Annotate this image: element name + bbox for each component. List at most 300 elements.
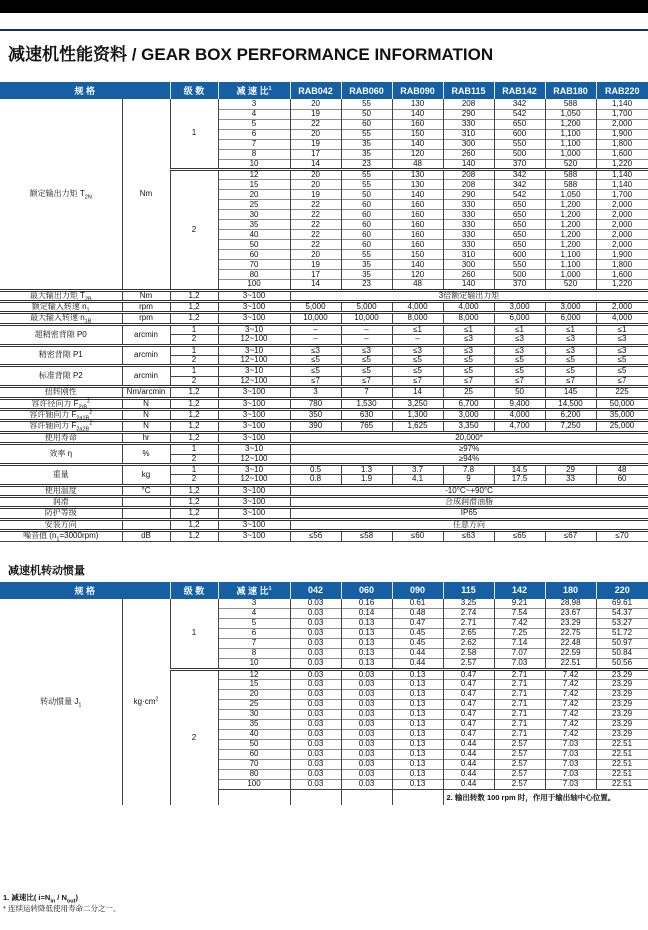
table-cell: ≤7: [494, 376, 545, 386]
table-cell: 22.51: [596, 769, 648, 779]
table-cell: 130: [392, 180, 443, 190]
table-cell: 22: [290, 230, 341, 240]
table-cell: 30: [218, 709, 290, 719]
table-cell: 300: [443, 139, 494, 149]
table-cell: 550: [494, 260, 545, 270]
table-cell: 70: [218, 759, 290, 769]
spec-label-cell: 额定输入转速 $n_1$: [0, 302, 122, 313]
table-cell: 55: [341, 99, 392, 109]
table-cell: 2.57: [443, 659, 494, 669]
table-cell: ≤3: [443, 335, 494, 345]
table-cell: 0.45: [392, 639, 443, 649]
table-cell: 0.03: [290, 629, 341, 639]
table-cell: 2.71: [494, 729, 545, 739]
table-cell: 260: [443, 270, 494, 280]
table-cell: 0.47: [443, 719, 494, 729]
table-cell: 20: [290, 250, 341, 260]
table-cell: 7.03: [545, 749, 596, 759]
table-cell: ≤5: [443, 356, 494, 366]
column-header: RAB090: [392, 82, 443, 99]
table-cell: 35: [341, 260, 392, 270]
table-cell: 1,900: [596, 250, 648, 260]
table-cell: 3~100: [218, 290, 290, 301]
table-cell: 2.58: [443, 649, 494, 659]
table-cell: 1,530: [341, 398, 392, 409]
table-cell: 130: [392, 169, 443, 179]
table-cell: 2.57: [494, 769, 545, 779]
column-header: 060: [341, 582, 392, 599]
table-cell: 3倍额定输出力矩: [290, 290, 648, 301]
table-cell: 0.13: [392, 719, 443, 729]
table-cell: 390: [290, 421, 341, 432]
page-title: 减速机性能资料 / GEAR BOX PERFORMANCE INFORMATION: [8, 45, 494, 64]
table-cell: 6,200: [545, 409, 596, 420]
table-cell: 0.13: [392, 699, 443, 709]
table-cell: 50,000: [596, 398, 648, 409]
spec-label-cell: 精密背隙 P1: [0, 345, 122, 366]
table-cell: 0.03: [341, 689, 392, 699]
table-cell: 50: [494, 387, 545, 398]
table-cell: 208: [443, 99, 494, 109]
table-cell: 1,220: [596, 159, 648, 169]
table-cell: 2: [170, 454, 218, 464]
table-cell: 0.03: [341, 699, 392, 709]
table-cell: ≤5: [341, 366, 392, 376]
table-cell: 4,000: [392, 302, 443, 313]
table-cell: Nm/arcmin: [122, 387, 170, 398]
table-cell: 2.65: [443, 629, 494, 639]
table-cell: 140: [392, 190, 443, 200]
header-accent-rule: [0, 29, 648, 31]
table-cell: 7.14: [494, 639, 545, 649]
table-cell: 542: [494, 109, 545, 119]
table-cell: 17: [290, 270, 341, 280]
table-cell: hr: [122, 432, 170, 443]
table-cell: [341, 789, 392, 805]
table-cell: 5,000: [341, 302, 392, 313]
table-cell: 48: [392, 280, 443, 290]
table-cell: 23: [341, 159, 392, 169]
table-cell: 0.13: [392, 749, 443, 759]
table-cell: ≤7: [290, 376, 341, 386]
table-cell: 50.97: [596, 639, 648, 649]
table-cell: 0.03: [341, 769, 392, 779]
spec-label-cell: 转动惯量 $J_1$: [40, 696, 82, 709]
footnotes: [3, 893, 121, 915]
table-cell: 0.03: [290, 649, 341, 659]
table-cell: 160: [392, 119, 443, 129]
table-cell: 1,200: [545, 220, 596, 230]
table-cell: 22: [290, 200, 341, 210]
table-cell: 6,000: [545, 313, 596, 324]
table-cell: [218, 789, 290, 805]
table-cell: –: [290, 324, 341, 334]
inertia-table: [0, 582, 648, 806]
table-cell: 7.03: [545, 739, 596, 749]
table-cell: 7: [341, 387, 392, 398]
table-cell: 520: [545, 159, 596, 169]
table-cell: 0.45: [392, 629, 443, 639]
table-cell: 9: [443, 475, 494, 485]
table-cell: 60: [341, 230, 392, 240]
table-cell: 20: [218, 190, 290, 200]
table-cell: ≥94%: [290, 454, 648, 464]
table-cell: ≤65: [494, 531, 545, 541]
table-cell: $kg\cdot cm^2$: [122, 599, 170, 806]
table-cell: kg: [122, 464, 170, 485]
table-cell: 60: [341, 210, 392, 220]
column-header: 042: [290, 582, 341, 599]
table-cell: 342: [494, 169, 545, 179]
table-cell: Nm: [122, 290, 170, 301]
table-cell: 2: [170, 669, 218, 805]
column-header: 级 数: [170, 82, 218, 99]
table-cell: 0.03: [341, 759, 392, 769]
table-cell: 3,250: [392, 398, 443, 409]
table-cell: 630: [341, 409, 392, 420]
column-header: 220: [596, 582, 648, 599]
column-header: RAB115: [443, 82, 494, 99]
table-cell: 5: [218, 119, 290, 129]
table-cell: 300: [443, 260, 494, 270]
table-cell: 12: [218, 169, 290, 179]
table-cell: 35: [341, 270, 392, 280]
table-cell: 19: [290, 190, 341, 200]
table-cell: 2,000: [596, 230, 648, 240]
table-cell: 60: [218, 250, 290, 260]
table-cell: 2,000: [596, 210, 648, 220]
table-cell: 0.47: [443, 699, 494, 709]
column-header: 减 速 比$^1$: [218, 82, 290, 99]
table-cell: 1,2: [170, 497, 218, 508]
performance-table-section: [0, 82, 648, 542]
table-cell: 22.48: [545, 639, 596, 649]
table-cell: 4: [218, 109, 290, 119]
table-cell: 55: [341, 250, 392, 260]
table-cell: 650: [494, 119, 545, 129]
table-cell: 310: [443, 250, 494, 260]
table-cell: 23.29: [596, 729, 648, 739]
table-cell: 0.13: [392, 669, 443, 679]
table-cell: 650: [494, 200, 545, 210]
table-cell: 3: [218, 99, 290, 109]
table-cell: 60: [596, 475, 648, 485]
table-cell: 542: [494, 190, 545, 200]
table-cell: 0.03: [290, 779, 341, 789]
table-cell: 1,140: [596, 169, 648, 179]
table-cell: [122, 497, 170, 508]
table-cell: ≤5: [494, 356, 545, 366]
table-cell: 6,000: [494, 313, 545, 324]
table-cell: 60: [341, 240, 392, 250]
table-cell: ≤7: [443, 376, 494, 386]
table-cell: 0.03: [290, 769, 341, 779]
table-cell: 22.51: [596, 759, 648, 769]
column-header: RAB042: [290, 82, 341, 99]
table-cell: 3~100: [218, 519, 290, 530]
table-cell: ≤5: [443, 366, 494, 376]
table-cell: 1,2: [170, 485, 218, 496]
table-cell: 1,140: [596, 99, 648, 109]
table-cell: 55: [341, 129, 392, 139]
table-cell: 2.57: [494, 759, 545, 769]
table-cell: 19: [290, 109, 341, 119]
table-cell: 2,000: [596, 240, 648, 250]
table-cell: 2.71: [443, 619, 494, 629]
table-cell: ≤3: [545, 335, 596, 345]
table-cell: 1,300: [392, 409, 443, 420]
spec-label-cell: 使用寿命: [0, 432, 122, 443]
spec-label-cell: 重量: [0, 464, 122, 485]
column-header: RAB180: [545, 82, 596, 99]
table-cell: 22: [290, 220, 341, 230]
table-cell: 290: [443, 190, 494, 200]
table-cell: ≤56: [290, 531, 341, 541]
table-cell: 12~100: [218, 454, 290, 464]
table-cell: 0.5: [290, 464, 341, 474]
table-cell: 0.03: [290, 689, 341, 699]
table-cell: Nm: [122, 99, 170, 290]
table-cell: 350: [290, 409, 341, 420]
table-cell: 1,2: [170, 302, 218, 313]
column-header: 规 格: [0, 582, 170, 599]
table-cell: 520: [545, 280, 596, 290]
table-cell: 120: [392, 270, 443, 280]
table-cell: 50: [218, 739, 290, 749]
table-cell: 2,000: [596, 220, 648, 230]
table-cell: ≤5: [392, 366, 443, 376]
table-cell: 54.37: [596, 609, 648, 619]
table-cell: 1.3: [341, 464, 392, 474]
table-cell: 60: [341, 200, 392, 210]
spec-label-cell: 使用温度: [0, 485, 122, 496]
table-cell: 0.03: [290, 639, 341, 649]
column-header: RAB220: [596, 82, 648, 99]
table-cell: ≤7: [341, 376, 392, 386]
table-cell: 1,050: [545, 109, 596, 119]
table-cell: 0.03: [341, 749, 392, 759]
table-cell: 2.74: [443, 609, 494, 619]
table-cell: 0.13: [341, 639, 392, 649]
table-cell: 208: [443, 169, 494, 179]
table-cell: ≤3: [596, 335, 648, 345]
table-cell: 3~100: [218, 497, 290, 508]
table-cell: 22: [290, 119, 341, 129]
table-cell: –: [392, 335, 443, 345]
table-cell: 2.71: [494, 679, 545, 689]
table-cell: 3~10: [218, 464, 290, 474]
table-cell: 0.03: [341, 719, 392, 729]
table-cell: 80: [218, 270, 290, 280]
table-cell: 7.42: [545, 709, 596, 719]
table-cell: rpm: [122, 313, 170, 324]
table-cell: –: [290, 335, 341, 345]
table-cell: –: [341, 324, 392, 334]
table-cell: 60: [341, 220, 392, 230]
table-cell: 1,100: [545, 260, 596, 270]
table-cell: 6: [218, 129, 290, 139]
table-cell: 500: [494, 149, 545, 159]
spec-label-cell: 效率 η: [0, 444, 122, 465]
table-cell: 2.71: [494, 689, 545, 699]
table-cell: 7: [218, 639, 290, 649]
table-cell: ≤3: [392, 345, 443, 355]
table-cell: 145: [545, 387, 596, 398]
table-cell: 588: [545, 180, 596, 190]
table-cell: 4,000: [494, 409, 545, 420]
table-cell: ≤3: [596, 345, 648, 355]
table-cell: 35: [341, 149, 392, 159]
table-cell: ≤63: [443, 531, 494, 541]
table-cell: 0.03: [341, 729, 392, 739]
spec-label-cell: 最大输出力矩 $T_{2B}$: [0, 290, 122, 301]
table-cell: 342: [494, 180, 545, 190]
table-cell: 22.75: [545, 629, 596, 639]
table-cell: 50: [341, 190, 392, 200]
table-cell: 3.25: [443, 599, 494, 609]
table-cell: 0.44: [443, 779, 494, 789]
table-cell: 4,000: [596, 313, 648, 324]
table-cell: 22.51: [596, 739, 648, 749]
table-cell: 8,000: [392, 313, 443, 324]
table-cell: rpm: [122, 302, 170, 313]
table-cell: 20,000*: [290, 432, 648, 443]
table-cell: 4: [218, 609, 290, 619]
table-cell: 330: [443, 200, 494, 210]
table-cell: ≤3: [443, 345, 494, 355]
table-cell: 7.03: [545, 779, 596, 789]
table-cell: 60: [341, 119, 392, 129]
table-cell: 160: [392, 210, 443, 220]
table-cell: 0.03: [290, 709, 341, 719]
table-cell: 2.57: [494, 749, 545, 759]
table-cell: 1,000: [545, 149, 596, 159]
table-cell: °C: [122, 485, 170, 496]
table-cell: 7.25: [494, 629, 545, 639]
table-cell: 任意方向: [290, 519, 648, 530]
column-header: 180: [545, 582, 596, 599]
table-cell: 50.56: [596, 659, 648, 669]
table-cell: 23.29: [596, 689, 648, 699]
table-cell: 19: [290, 260, 341, 270]
table-cell: 0.03: [290, 749, 341, 759]
table-cell: 330: [443, 240, 494, 250]
table-cell: 35,000: [596, 409, 648, 420]
table-cell: ≤5: [596, 356, 648, 366]
table-cell: 3~100: [218, 409, 290, 420]
column-header: RAB142: [494, 82, 545, 99]
table-cell: ≤1: [545, 324, 596, 334]
table-cell: [122, 508, 170, 519]
table-cell: 0.13: [392, 779, 443, 789]
table-cell: 1,2: [170, 519, 218, 530]
spec-label-cell: 防护等级: [0, 508, 122, 519]
table-cell: 2: [170, 356, 218, 366]
column-header: 规 格: [0, 82, 170, 99]
table-cell: 2,000: [596, 119, 648, 129]
table-cell: 9,400: [494, 398, 545, 409]
table-cell: 780: [290, 398, 341, 409]
table-cell: 0.13: [392, 679, 443, 689]
table-cell: 80: [218, 769, 290, 779]
table-cell: 160: [392, 220, 443, 230]
column-header: 级 数: [170, 582, 218, 599]
table-cell: ≤5: [596, 366, 648, 376]
table-cell: 7.03: [494, 659, 545, 669]
table-cell: -10°C~+90°C: [290, 485, 648, 496]
table-cell: ≤5: [545, 356, 596, 366]
table-cell: 370: [494, 280, 545, 290]
table-cell: 10: [218, 159, 290, 169]
table-cell: 8,000: [443, 313, 494, 324]
table-cell: 3,000: [494, 302, 545, 313]
table-cell: 7.03: [545, 759, 596, 769]
table-cell: 3~100: [218, 313, 290, 324]
table-cell: 130: [392, 99, 443, 109]
table-cell: 1,2: [170, 387, 218, 398]
table-cell: 225: [596, 387, 648, 398]
spec-label-cell: 最大输入转速 $n_{1B}$: [0, 313, 122, 324]
table-cell: ≤5: [494, 366, 545, 376]
table-cell: 160: [392, 200, 443, 210]
table-cell: 0.47: [392, 619, 443, 629]
table-cell: 7.42: [545, 719, 596, 729]
table-cell: 14: [392, 387, 443, 398]
table-cell: 1,600: [596, 149, 648, 159]
table-cell: 2: [170, 335, 218, 345]
table-cell: 12~100: [218, 335, 290, 345]
table-cell: 23.29: [545, 619, 596, 629]
table-cell: 2: [170, 169, 218, 290]
table-cell: 3~100: [218, 421, 290, 432]
table-cell: 330: [443, 220, 494, 230]
table-cell: 140: [392, 109, 443, 119]
table-cell: 0.03: [290, 609, 341, 619]
table-cell: 1,200: [545, 119, 596, 129]
table-cell: 330: [443, 119, 494, 129]
table-cell: ≤1: [443, 324, 494, 334]
column-header: 减 速 比$^1$: [218, 582, 290, 599]
table-cell: 3~10: [218, 366, 290, 376]
table-cell: 0.03: [290, 599, 341, 609]
table-cell: IP65: [290, 508, 648, 519]
table-cell: 3~100: [218, 432, 290, 443]
table-cell: 12: [218, 669, 290, 679]
table-cell: 1,200: [545, 240, 596, 250]
table-cell: 1: [170, 464, 218, 474]
table-cell: 1: [170, 324, 218, 334]
table-cell: 7.42: [545, 699, 596, 709]
table-cell: 30: [218, 210, 290, 220]
table-cell: 1: [170, 444, 218, 454]
table-cell: 0.47: [443, 689, 494, 699]
table-cell: 14: [290, 159, 341, 169]
table-cell: 2.71: [494, 669, 545, 679]
table-cell: ≤1: [494, 324, 545, 334]
table-cell: 1,2: [170, 290, 218, 301]
table-cell: 0.61: [392, 599, 443, 609]
table-cell: 3~100: [218, 485, 290, 496]
table-cell: 0.03: [290, 659, 341, 669]
table-cell: ≤7: [545, 376, 596, 386]
table-cell: 1,900: [596, 129, 648, 139]
table-cell: 100: [218, 280, 290, 290]
table-cell: 0.14: [341, 609, 392, 619]
table-cell: 3: [290, 387, 341, 398]
table-cell: 3~100: [218, 387, 290, 398]
table-cell: 0.13: [392, 729, 443, 739]
table-cell: 70: [218, 260, 290, 270]
